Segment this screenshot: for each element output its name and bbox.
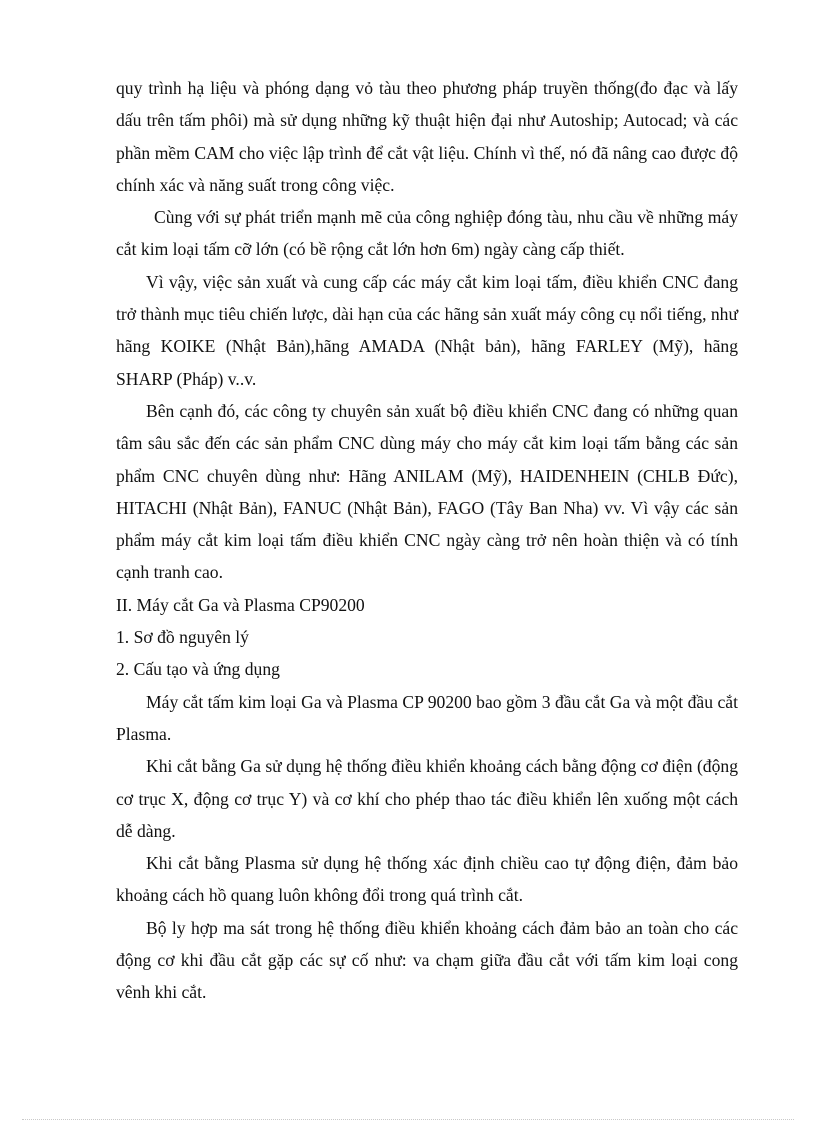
paragraph-intro-continuation: quy trình hạ liệu và phóng dạng vỏ tàu theo phương pháp truyền thống(đo đạc và lấy dấu trên tấm phôi) mà sử dụng những kỹ thuật hiện đại như Autoship; Autocad; và các phần mềm CAM cho việc lập trình để cắt vật liệu. Chính vì thế, nó đã nâng cao được độ chính xác và năng suất trong công việc.: [116, 78, 738, 195]
paragraph-plasma-cutting: Khi cắt bằng Plasma sử dụng hệ thống xác định chiều cao tự động điện, đảm bảo khoảng cách hồ quang luôn không đổi trong quá trình cắt.: [116, 853, 738, 906]
paragraph-gas-cutting: Khi cắt bằng Ga sử dụng hệ thống điều khiển khoảng cách bằng động cơ điện (động cơ trục X, động cơ trục Y) và cơ khí cho phép thao tác điều khiển lên xuống một cách dễ dàng.: [116, 756, 738, 841]
subsection-heading-structure: 2. Cấu tạo và ứng dụng: [116, 659, 280, 680]
paragraph-shipbuilding-demand: Cùng với sự phát triển mạnh mẽ của công nghiệp đóng tàu, nhu cầu về những máy cắt kim loại tấm cỡ lớn (có bề rộng cắt lớn hơn 6m) ngày càng cấp thiết.: [116, 207, 738, 260]
paragraph-manufacturers: Vì vậy, việc sản xuất và cung cấp các máy cắt kim loại tấm, điều khiển CNC đang trở thành mục tiêu chiến lược, dài hạn của các hãng sản xuất máy công cụ nổi tiếng, như hãng KOIKE (Nhật Bản),hãng AMADA (Nhật bản), hãng FARLEY (Mỹ), hãng SHARP (Pháp) v..v.: [116, 271, 738, 389]
paragraph-machine-description: Máy cắt tấm kim loại Ga và Plasma CP 90200 bao gồm 3 đầu cắt Ga và một đầu cắt Plasma.: [116, 691, 738, 744]
paragraph-cnc-controllers: Bên cạnh đó, các công ty chuyên sản xuất bộ điều khiển CNC đang có những quan tâm sâu sắc đến các sản phẩm CNC dùng máy cho máy cắt kim loại tấm bằng các sản phẩm CNC chuyên dùng như: Hãng ANILAM (Mỹ), HAIDENHEIN (CHLB Đức), HITACHI (Nhật Bản), FANUC (Nhật Bản), FAGO (Tây Ban Nha) vv. Vì vậy các sản phẩm máy cắt kim loại tấm điều khiển CNC ngày càng trở nên hoàn thiện và có tính cạnh tranh cao.: [116, 400, 738, 583]
paragraph-friction-clutch: Bộ ly hợp ma sát trong hệ thống điều khiển khoảng cách đảm bảo an toàn cho các động cơ khi đầu cắt gặp các sự cố như: va chạm giữa đầu cắt với tấm kim loại cong vênh khi cắt.: [116, 917, 738, 1003]
section-heading-machine: II. Máy cắt Ga và Plasma CP90200: [116, 594, 365, 615]
document-page: [116, 72, 738, 1009]
page-bottom-divider: [22, 1119, 794, 1120]
subsection-heading-diagram: 1. Sơ đồ nguyên lý: [116, 627, 249, 648]
